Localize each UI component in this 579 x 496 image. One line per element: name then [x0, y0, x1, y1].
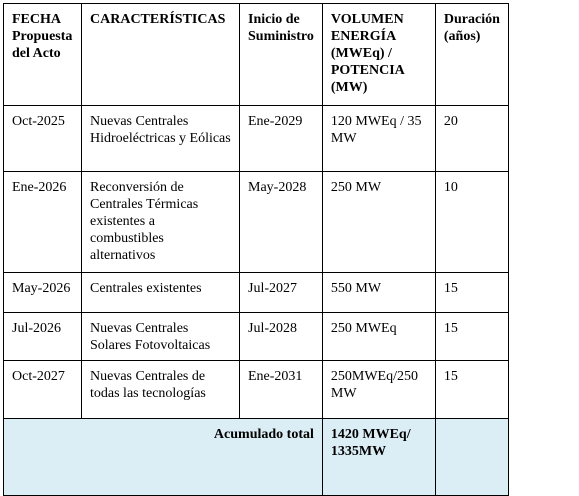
- header-duracion: Duración (años): [435, 4, 508, 106]
- total-duracion: [435, 419, 508, 496]
- cell-duracion: 15: [435, 273, 508, 313]
- cell-inicio: Jul-2027: [240, 273, 323, 313]
- header-caracteristicas: CARACTERÍSTICAS: [82, 4, 240, 106]
- cell-volumen: 250 MW: [322, 172, 435, 273]
- table-row: [4, 313, 509, 361]
- cell-fecha: Jul-2026: [4, 313, 82, 361]
- table-row: [4, 361, 509, 419]
- table-row: [4, 106, 509, 172]
- cell-inicio: Ene-2031: [240, 361, 323, 419]
- cell-fecha: Oct-2027: [4, 361, 82, 419]
- cell-fecha: May-2026: [4, 273, 82, 313]
- cell-fecha: Oct-2025: [4, 106, 82, 172]
- total-row: [4, 419, 509, 496]
- cell-inicio: May-2028: [240, 172, 323, 273]
- total-label: Acumulado total: [4, 419, 323, 496]
- cell-volumen: 250 MWEq: [322, 313, 435, 361]
- supply-schedule-table: [3, 3, 509, 496]
- cell-caracteristicas: Nuevas Centrales de todas las tecnologías: [82, 361, 240, 419]
- cell-volumen: 250MWEq/250 MW: [322, 361, 435, 419]
- cell-duracion: 15: [435, 361, 508, 419]
- cell-fecha: Ene-2026: [4, 172, 82, 273]
- header-row: [4, 4, 509, 106]
- cell-inicio: Ene-2029: [240, 106, 323, 172]
- cell-caracteristicas: Centrales existentes: [82, 273, 240, 313]
- cell-duracion: 20: [435, 106, 508, 172]
- table-row: [4, 172, 509, 273]
- total-value: 1420 MWEq/ 1335MW: [322, 419, 435, 496]
- cell-duracion: 15: [435, 313, 508, 361]
- cell-volumen: 550 MW: [322, 273, 435, 313]
- header-volumen: VOLUMEN ENERGÍA (MWEq) / POTENCIA (MW): [322, 4, 435, 106]
- table-row: [4, 273, 509, 313]
- cell-duracion: 10: [435, 172, 508, 273]
- cell-volumen: 120 MWEq / 35 MW: [322, 106, 435, 172]
- cell-caracteristicas: Nuevas Centrales Solares Fotovoltaicas: [82, 313, 240, 361]
- header-inicio: Inicio de Suministro: [240, 4, 323, 106]
- header-fecha: FECHA Propuesta del Acto: [4, 4, 82, 106]
- cell-caracteristicas: Reconversión de Centrales Térmicas existentes a combustibles alternativos: [82, 172, 240, 273]
- cell-inicio: Jul-2028: [240, 313, 323, 361]
- cell-caracteristicas: Nuevas Centrales Hidroeléctricas y Eólicas: [82, 106, 240, 172]
